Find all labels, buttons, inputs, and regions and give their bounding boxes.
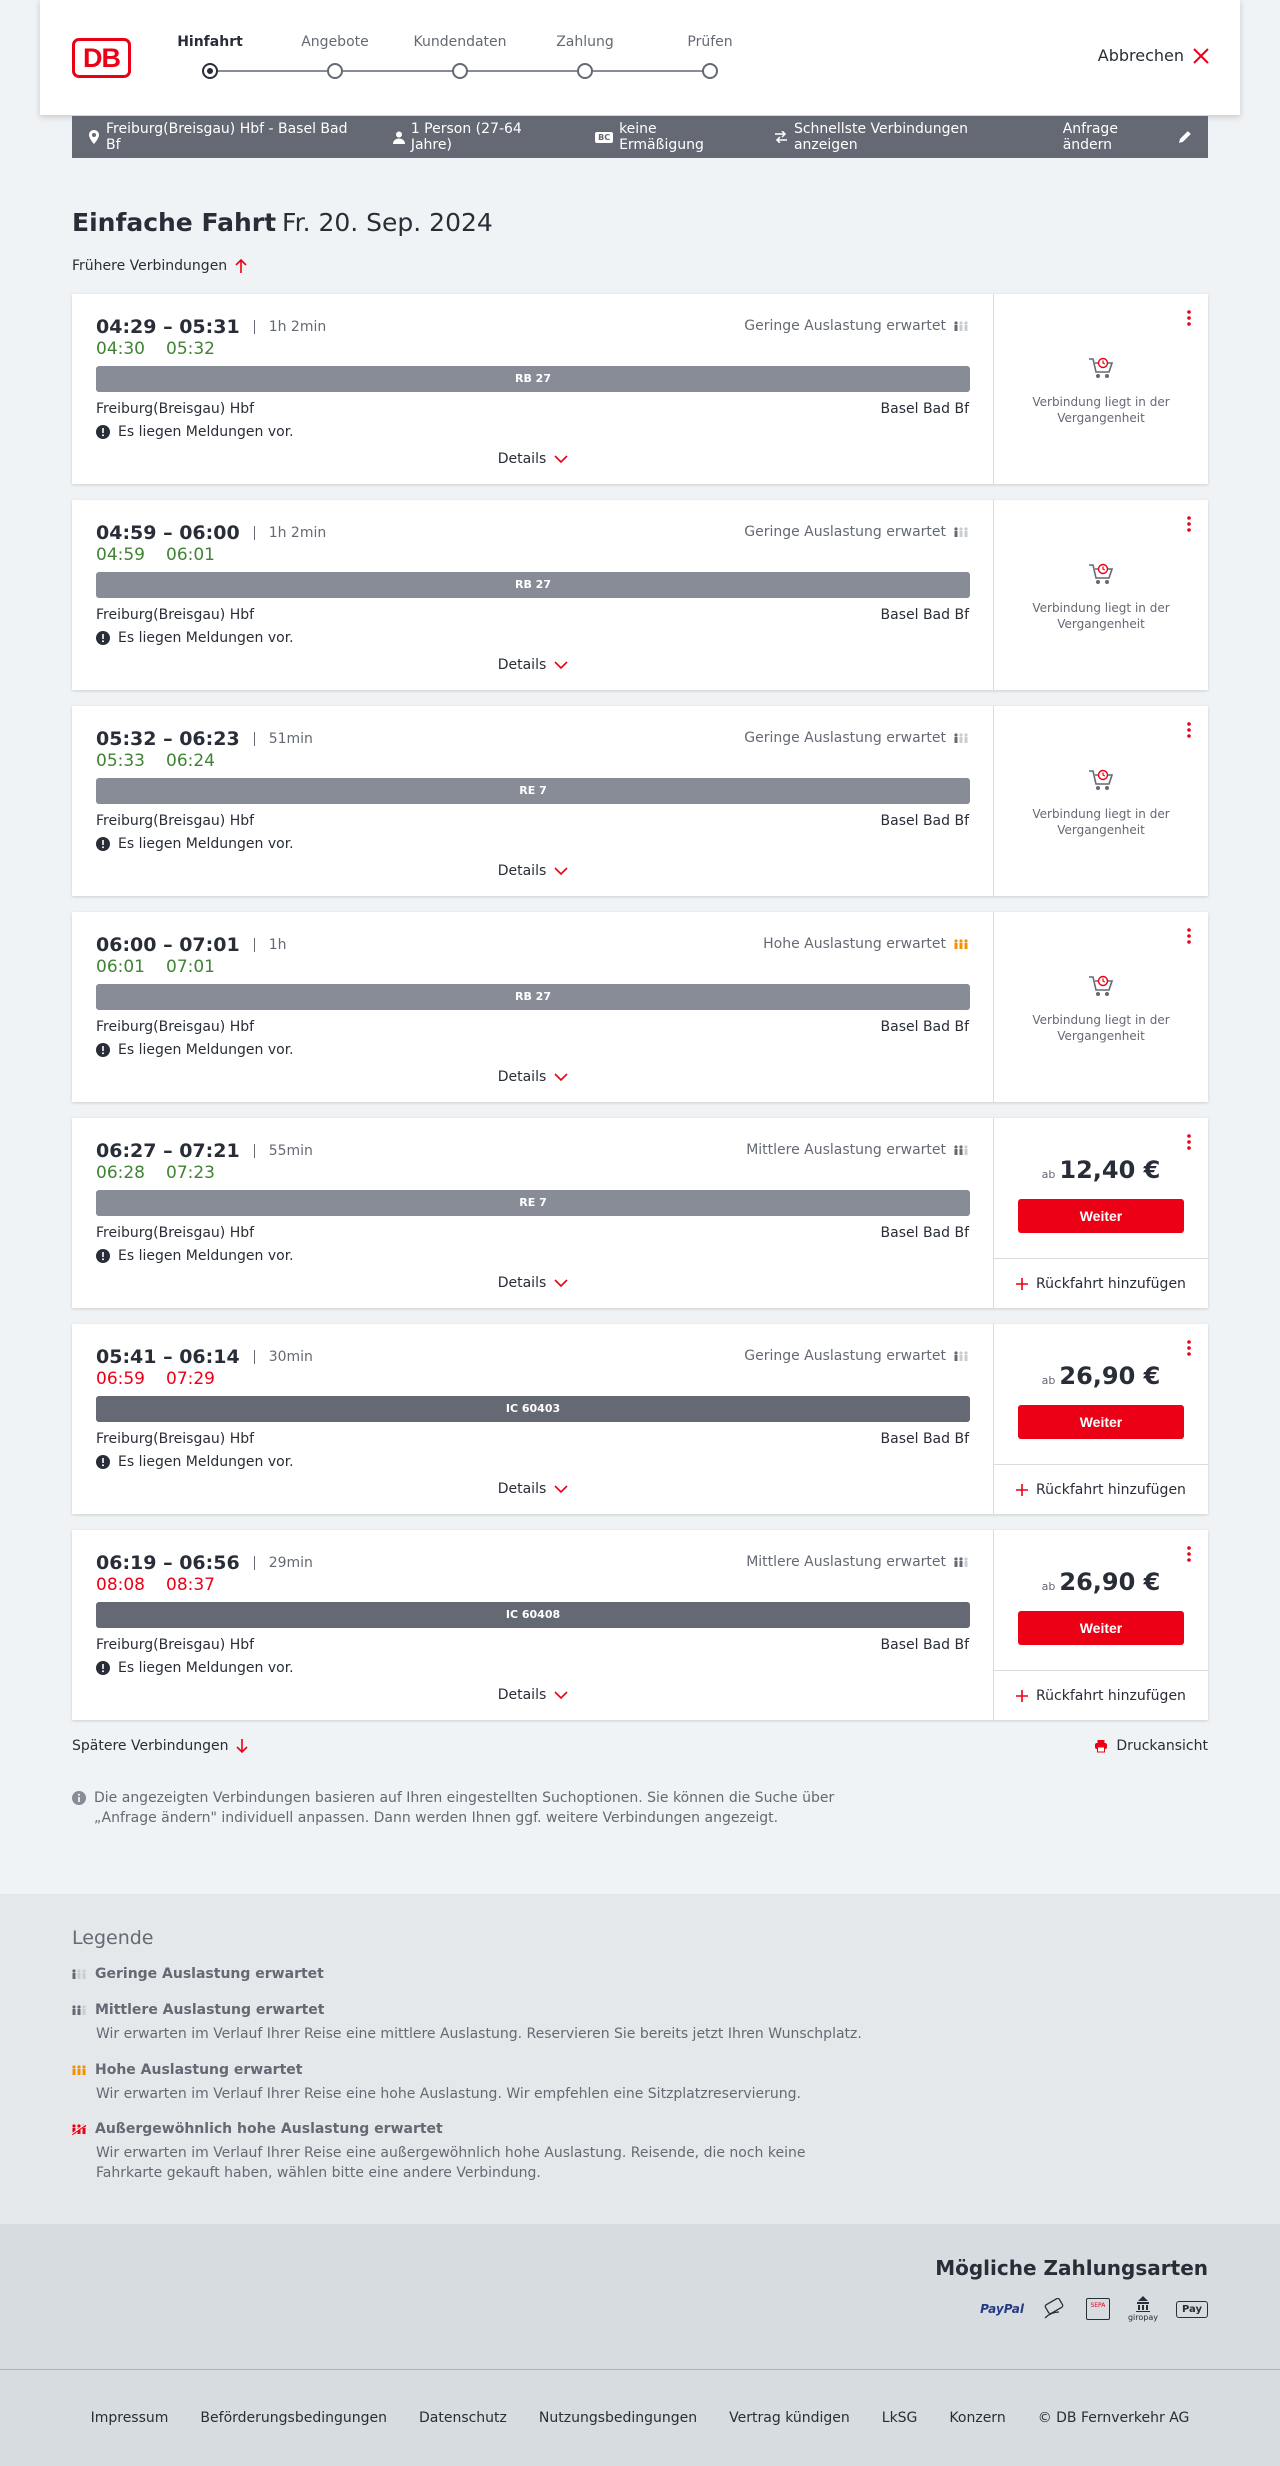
offer-panel [994,706,1208,896]
departure-station: Freiburg(Breisgau) Hbf [96,1225,255,1241]
departure-station: Freiburg(Breisgau) Hbf [96,1637,255,1653]
notice [96,1454,294,1470]
realtime-times [96,339,216,359]
realtime-arrival: 07:29 [166,1369,215,1389]
add-return-trip-button[interactable] [994,1464,1208,1514]
earlier-connections-link[interactable] [72,258,247,274]
connection-card[interactable] [72,1324,1208,1514]
top-header [40,0,1240,115]
alert-icon [96,1661,110,1675]
past-connection-note [994,766,1208,838]
notice-text: Es liegen Meldungen vor. [118,424,294,440]
legend-item [72,2121,872,2183]
legend-item [72,1966,872,1982]
notice [96,1660,294,1676]
search-summary-bar [72,116,1208,158]
change-request-button[interactable] [1063,121,1192,153]
connection-details [72,706,994,896]
duration: 1h 2min [254,526,327,540]
price [994,1362,1208,1390]
trip-type: Einfache Fahrt [72,208,277,237]
later-label: Spätere Verbindungen [72,1738,229,1754]
legend-item-title [72,2121,872,2137]
occupancy-info [744,730,969,746]
route-summary [88,121,363,153]
connection-card[interactable] [72,500,1208,690]
info-text: Die angezeigten Verbindungen basieren auf Ihren eingestellten Suchoptionen. Sie können die Suche über „Anfrage ändern" individuell anpassen. Dann werden Ihnen ggf. weitere Verbindungen angezeigt. [94,1790,835,1826]
page-title [72,208,493,237]
realtime-times [96,957,216,977]
scheduled-times [96,1140,313,1162]
route-text: Freiburg(Breisgau) Hbf - Basel Bad Bf [106,121,348,153]
connection-details [72,500,994,690]
occupancy-icon [954,1144,969,1156]
offer-panel [994,1118,1208,1308]
paypal-icon: PayPal [980,2302,1024,2316]
footer-link[interactable]: Beförderungsbedingungen [200,2410,387,2426]
price-value: 12,40 € [1059,1156,1161,1184]
connection-details [72,1324,994,1514]
alert-icon [96,1455,110,1469]
price-value: 26,90 € [1059,1568,1161,1596]
creditcard-icon [1042,2296,1068,2322]
passenger-summary [393,121,565,153]
scheduled-times [96,1552,313,1574]
alert-icon [96,631,110,645]
apple-pay-icon: Pay [1176,2296,1208,2322]
legend-label: Mittlere Auslastung erwartet [95,2002,325,2018]
legend-item-title [72,2062,872,2078]
alert-icon [96,1043,110,1057]
realtime-times [96,1163,216,1183]
occupancy-low-icon [72,1968,87,1980]
legend-item-desc: Wir erwarten im Verlauf Ihrer Reise eine mittlere Auslastung. Reservieren Sie bereits jetzt Ihren Wunschplatz. [96,2026,862,2042]
past-connection-note [994,354,1208,426]
continue-button[interactable]: Weiter [1018,1405,1184,1439]
more-options-icon[interactable] [1186,1338,1192,1358]
payment-title: Mögliche Zahlungsarten [935,2256,1208,2280]
print-view-link[interactable] [1094,1738,1208,1754]
details-toggle[interactable] [72,1069,994,1085]
print-label: Druckansicht [1116,1738,1208,1754]
connection-details [72,912,994,1102]
train-bar[interactable]: RE 7 [96,1190,970,1216]
realtime-arrival: 07:01 [166,957,215,977]
departure-station: Freiburg(Breisgau) Hbf [96,607,255,623]
realtime-times [96,545,216,565]
duration: 1h 2min [254,320,327,334]
past-connection-note [994,972,1208,1044]
details-label: Details [497,451,547,467]
time-range: 04:59 – 06:00 [96,522,240,544]
step-marker-1 [327,63,343,79]
realtime-times [96,1575,216,1595]
scheduled-times [96,522,326,544]
chevron-down-icon [554,1279,568,1287]
price-prefix: ab [1041,1168,1056,1181]
train-bar[interactable]: RB 27 [96,366,970,392]
train-bar[interactable]: IC 60403 [96,1396,970,1422]
more-options-icon[interactable] [1186,926,1192,946]
alert-icon [96,1249,110,1263]
info-note [72,1788,852,1828]
location-pin-icon [88,130,100,144]
realtime-departure: 04:59 [96,545,145,565]
chevron-down-icon [554,867,568,875]
realtime-departure: 06:59 [96,1369,145,1389]
continue-button[interactable]: Weiter [1018,1199,1184,1233]
realtime-arrival: 06:01 [166,545,215,565]
train-bar[interactable]: RB 27 [96,572,970,598]
footer [0,2369,1280,2466]
departure-station: Freiburg(Breisgau) Hbf [96,1431,255,1447]
notice-text: Es liegen Meldungen vor. [118,1248,294,1264]
occupancy-text: Geringe Auslastung erwartet [744,318,946,334]
arrival-station: Basel Bad Bf [880,607,969,623]
later-connections-link[interactable] [72,1738,248,1754]
details-label: Details [497,863,547,879]
past-connection-note [994,560,1208,632]
duration: 51min [254,732,313,746]
departure-station: Freiburg(Breisgau) Hbf [96,813,255,829]
step-label-0: Hinfahrt [177,34,243,50]
time-range: 06:19 – 06:56 [96,1552,240,1574]
chevron-down-icon [554,1485,568,1493]
train-bar[interactable]: RE 7 [96,778,970,804]
occupancy-medium-icon [72,2004,87,2016]
arrival-station: Basel Bad Bf [880,1225,969,1241]
connection-card[interactable] [72,706,1208,896]
details-label: Details [497,1069,547,1085]
departure-station: Freiburg(Breisgau) Hbf [96,1019,255,1035]
details-label: Details [497,657,547,673]
footer-link[interactable]: Vertrag kündigen [729,2410,850,2426]
payment-icons [980,2296,1208,2322]
occupancy-text: Geringe Auslastung erwartet [744,524,946,540]
realtime-departure: 06:01 [96,957,145,977]
more-options-icon[interactable] [1186,1544,1192,1564]
past-text: Verbindung liegt in der Vergangenheit [1032,601,1170,631]
occupancy-info [744,318,969,334]
cancel-label: Abbrechen [1097,46,1184,65]
occupancy-text: Mittlere Auslastung erwartet [746,1554,946,1570]
occupancy-extreme-icon [72,2123,87,2135]
realtime-arrival: 07:23 [166,1163,215,1183]
realtime-departure: 08:08 [96,1575,145,1595]
realtime-times [96,751,216,771]
details-toggle[interactable] [72,1481,994,1497]
price-value: 26,90 € [1059,1362,1161,1390]
occupancy-high-icon [72,2064,87,2076]
more-options-icon[interactable] [1186,1132,1192,1152]
legend-item [72,2062,872,2104]
more-options-icon[interactable] [1186,308,1192,328]
details-toggle[interactable] [72,1687,994,1703]
offer-panel [994,500,1208,690]
footer-link[interactable]: © DB Fernverkehr AG [1037,2410,1190,2426]
step-label-2: Kundendaten [413,34,507,50]
plus-icon [1016,1278,1028,1290]
occupancy-icon [954,526,969,538]
pencil-icon [1178,130,1192,144]
notice-text: Es liegen Meldungen vor. [118,1454,294,1470]
alert-icon [96,425,110,439]
step-marker-4 [702,63,718,79]
arrow-down-icon [236,1739,248,1753]
realtime-arrival: 05:32 [166,339,215,359]
occupancy-info [763,936,969,952]
cancel-button[interactable] [1098,46,1210,65]
discount-text: keine Ermäßigung [619,121,704,153]
legend-item-title [72,1966,872,1982]
notice [96,1248,294,1264]
details-label: Details [497,1481,547,1497]
info-icon [72,1791,86,1805]
connection-details [72,1530,994,1720]
notice [96,836,294,852]
realtime-times [96,1369,216,1389]
legend-title: Legende [72,1927,154,1949]
alert-icon [96,837,110,851]
connection-card[interactable] [72,294,1208,484]
connection-card[interactable] [72,912,1208,1102]
departure-station: Freiburg(Breisgau) Hbf [96,401,255,417]
legend-item-desc: Wir erwarten im Verlauf Ihrer Reise eine hohe Auslastung. Wir empfehlen eine Sitzplatzreservierung. [96,2086,801,2102]
arrival-station: Basel Bad Bf [880,1019,969,1035]
footer-link[interactable]: LkSG [881,2410,918,2426]
footer-link[interactable]: Nutzungsbedingungen [538,2410,698,2426]
details-label: Details [497,1275,547,1291]
fastest-text: Schnellste Verbindungen anzeigen [793,121,969,153]
chevron-down-icon [554,1073,568,1081]
notice-text: Es liegen Meldungen vor. [118,630,294,646]
connection-card[interactable] [72,1118,1208,1308]
legend-label: Außergewöhnlich hohe Auslastung erwartet [95,2121,443,2137]
close-icon [1192,47,1210,65]
add-return-trip-button[interactable] [994,1670,1208,1720]
offer-panel [994,912,1208,1102]
details-toggle[interactable] [72,863,994,879]
train-bar[interactable]: IC 60408 [96,1602,970,1628]
swap-arrows-icon [774,131,788,143]
notice-text: Es liegen Meldungen vor. [118,836,294,852]
cart-icon [1087,560,1115,588]
cart-icon [1087,354,1115,382]
occupancy-icon [954,938,969,950]
past-text: Verbindung liegt in der Vergangenheit [1032,807,1170,837]
realtime-arrival: 08:37 [166,1575,215,1595]
trip-date: Fr. 20. Sep. 2024 [282,208,493,237]
arrival-station: Basel Bad Bf [880,1637,969,1653]
details-toggle[interactable] [72,657,994,673]
time-range: 05:41 – 06:14 [96,1346,240,1368]
arrival-station: Basel Bad Bf [880,401,969,417]
scheduled-times [96,934,286,956]
realtime-departure: 05:33 [96,751,145,771]
more-options-icon[interactable] [1186,720,1192,740]
occupancy-info [746,1142,969,1158]
duration: 30min [254,1350,313,1364]
price-prefix: ab [1041,1374,1056,1387]
return-label: Rückfahrt hinzufügen [1036,1481,1186,1498]
step-label-1: Angebote [301,34,369,50]
past-text: Verbindung liegt in der Vergangenheit [1032,1013,1170,1043]
time-range: 05:32 – 06:23 [96,728,240,750]
giropay-icon: giropay [1128,2296,1158,2322]
footer-link[interactable]: Datenschutz [418,2410,507,2426]
connection-card[interactable] [72,1530,1208,1720]
db-logo[interactable]: DB [72,38,131,78]
price-prefix: ab [1041,1580,1056,1593]
payment-methods-section [0,2224,1280,2369]
change-request-label: Anfrage ändern [1062,121,1118,153]
bahncard-icon: BC [595,132,613,143]
step-label-3: Zahlung [556,34,614,50]
duration: 29min [254,1556,313,1570]
notice [96,424,294,440]
offer-panel [994,1324,1208,1514]
legend-item-desc: Wir erwarten im Verlauf Ihrer Reise eine außergewöhnlich hohe Auslastung. Reisende, die noch keine Fahrkarte gekauft haben, wählen bitte eine andere Verbindung. [96,2145,806,2181]
past-text: Verbindung liegt in der Vergangenheit [1032,395,1170,425]
fastest-connections-toggle[interactable] [774,121,1033,153]
printer-icon [1094,1739,1108,1753]
connection-details [72,294,994,484]
arrow-up-icon [235,259,247,273]
occupancy-text: Mittlere Auslastung erwartet [746,1142,946,1158]
notice [96,1042,294,1058]
plus-icon [1016,1484,1028,1496]
step-marker-2 [452,63,468,79]
legend-item-title [72,2002,872,2018]
duration: 1h [254,938,287,952]
chevron-down-icon [554,455,568,463]
occupancy-info [744,1348,969,1364]
price [994,1568,1208,1596]
occupancy-text: Geringe Auslastung erwartet [744,1348,946,1364]
scheduled-times [96,728,313,750]
earlier-label: Frühere Verbindungen [72,258,228,274]
return-label: Rückfahrt hinzufügen [1036,1687,1186,1704]
step-marker-3 [577,63,593,79]
details-toggle[interactable] [72,451,994,467]
passenger-text: 1 Person (27-64 Jahre) [410,121,522,153]
legend-label: Hohe Auslastung erwartet [95,2062,303,2078]
cart-icon [1087,766,1115,794]
chevron-down-icon [554,661,568,669]
scheduled-times [96,316,326,338]
occupancy-icon [954,732,969,744]
details-toggle[interactable] [72,1275,994,1291]
plus-icon [1016,1690,1028,1702]
occupancy-info [746,1554,969,1570]
connection-details [72,1118,994,1308]
offer-panel [994,294,1208,484]
train-bar[interactable]: RB 27 [96,984,970,1010]
time-range: 06:00 – 07:01 [96,934,240,956]
scheduled-times [96,1346,313,1368]
occupancy-text: Hohe Auslastung erwartet [763,936,946,952]
arrival-station: Basel Bad Bf [880,1431,969,1447]
legend-section [0,1894,1280,2224]
footer-link[interactable]: Impressum [90,2410,169,2426]
realtime-departure: 06:28 [96,1163,145,1183]
discount-summary [595,121,744,153]
occupancy-text: Geringe Auslastung erwartet [744,730,946,746]
sepa-icon: SEPA [1086,2296,1110,2322]
cart-icon [1087,972,1115,1000]
time-range: 06:27 – 07:21 [96,1140,240,1162]
legend-label: Geringe Auslastung erwartet [95,1966,324,1982]
details-label: Details [497,1687,547,1703]
more-options-icon[interactable] [1186,514,1192,534]
occupancy-icon [954,1350,969,1362]
realtime-arrival: 06:24 [166,751,215,771]
offer-panel [994,1530,1208,1720]
footer-link[interactable]: Konzern [949,2410,1006,2426]
step-marker-0 [202,63,218,79]
realtime-departure: 04:30 [96,339,145,359]
duration: 55min [254,1144,313,1158]
continue-button[interactable]: Weiter [1018,1611,1184,1645]
price [994,1156,1208,1184]
notice [96,630,294,646]
add-return-trip-button[interactable] [994,1258,1208,1308]
notice-text: Es liegen Meldungen vor. [118,1042,294,1058]
notice-text: Es liegen Meldungen vor. [118,1660,294,1676]
time-range: 04:29 – 05:31 [96,316,240,338]
legend-item [72,2002,872,2044]
occupancy-icon [954,1556,969,1568]
occupancy-icon [954,320,969,332]
return-label: Rückfahrt hinzufügen [1036,1275,1186,1292]
person-icon [393,131,405,144]
step-label-4: Prüfen [687,34,733,50]
chevron-down-icon [554,1691,568,1699]
occupancy-info [744,524,969,540]
arrival-station: Basel Bad Bf [880,813,969,829]
